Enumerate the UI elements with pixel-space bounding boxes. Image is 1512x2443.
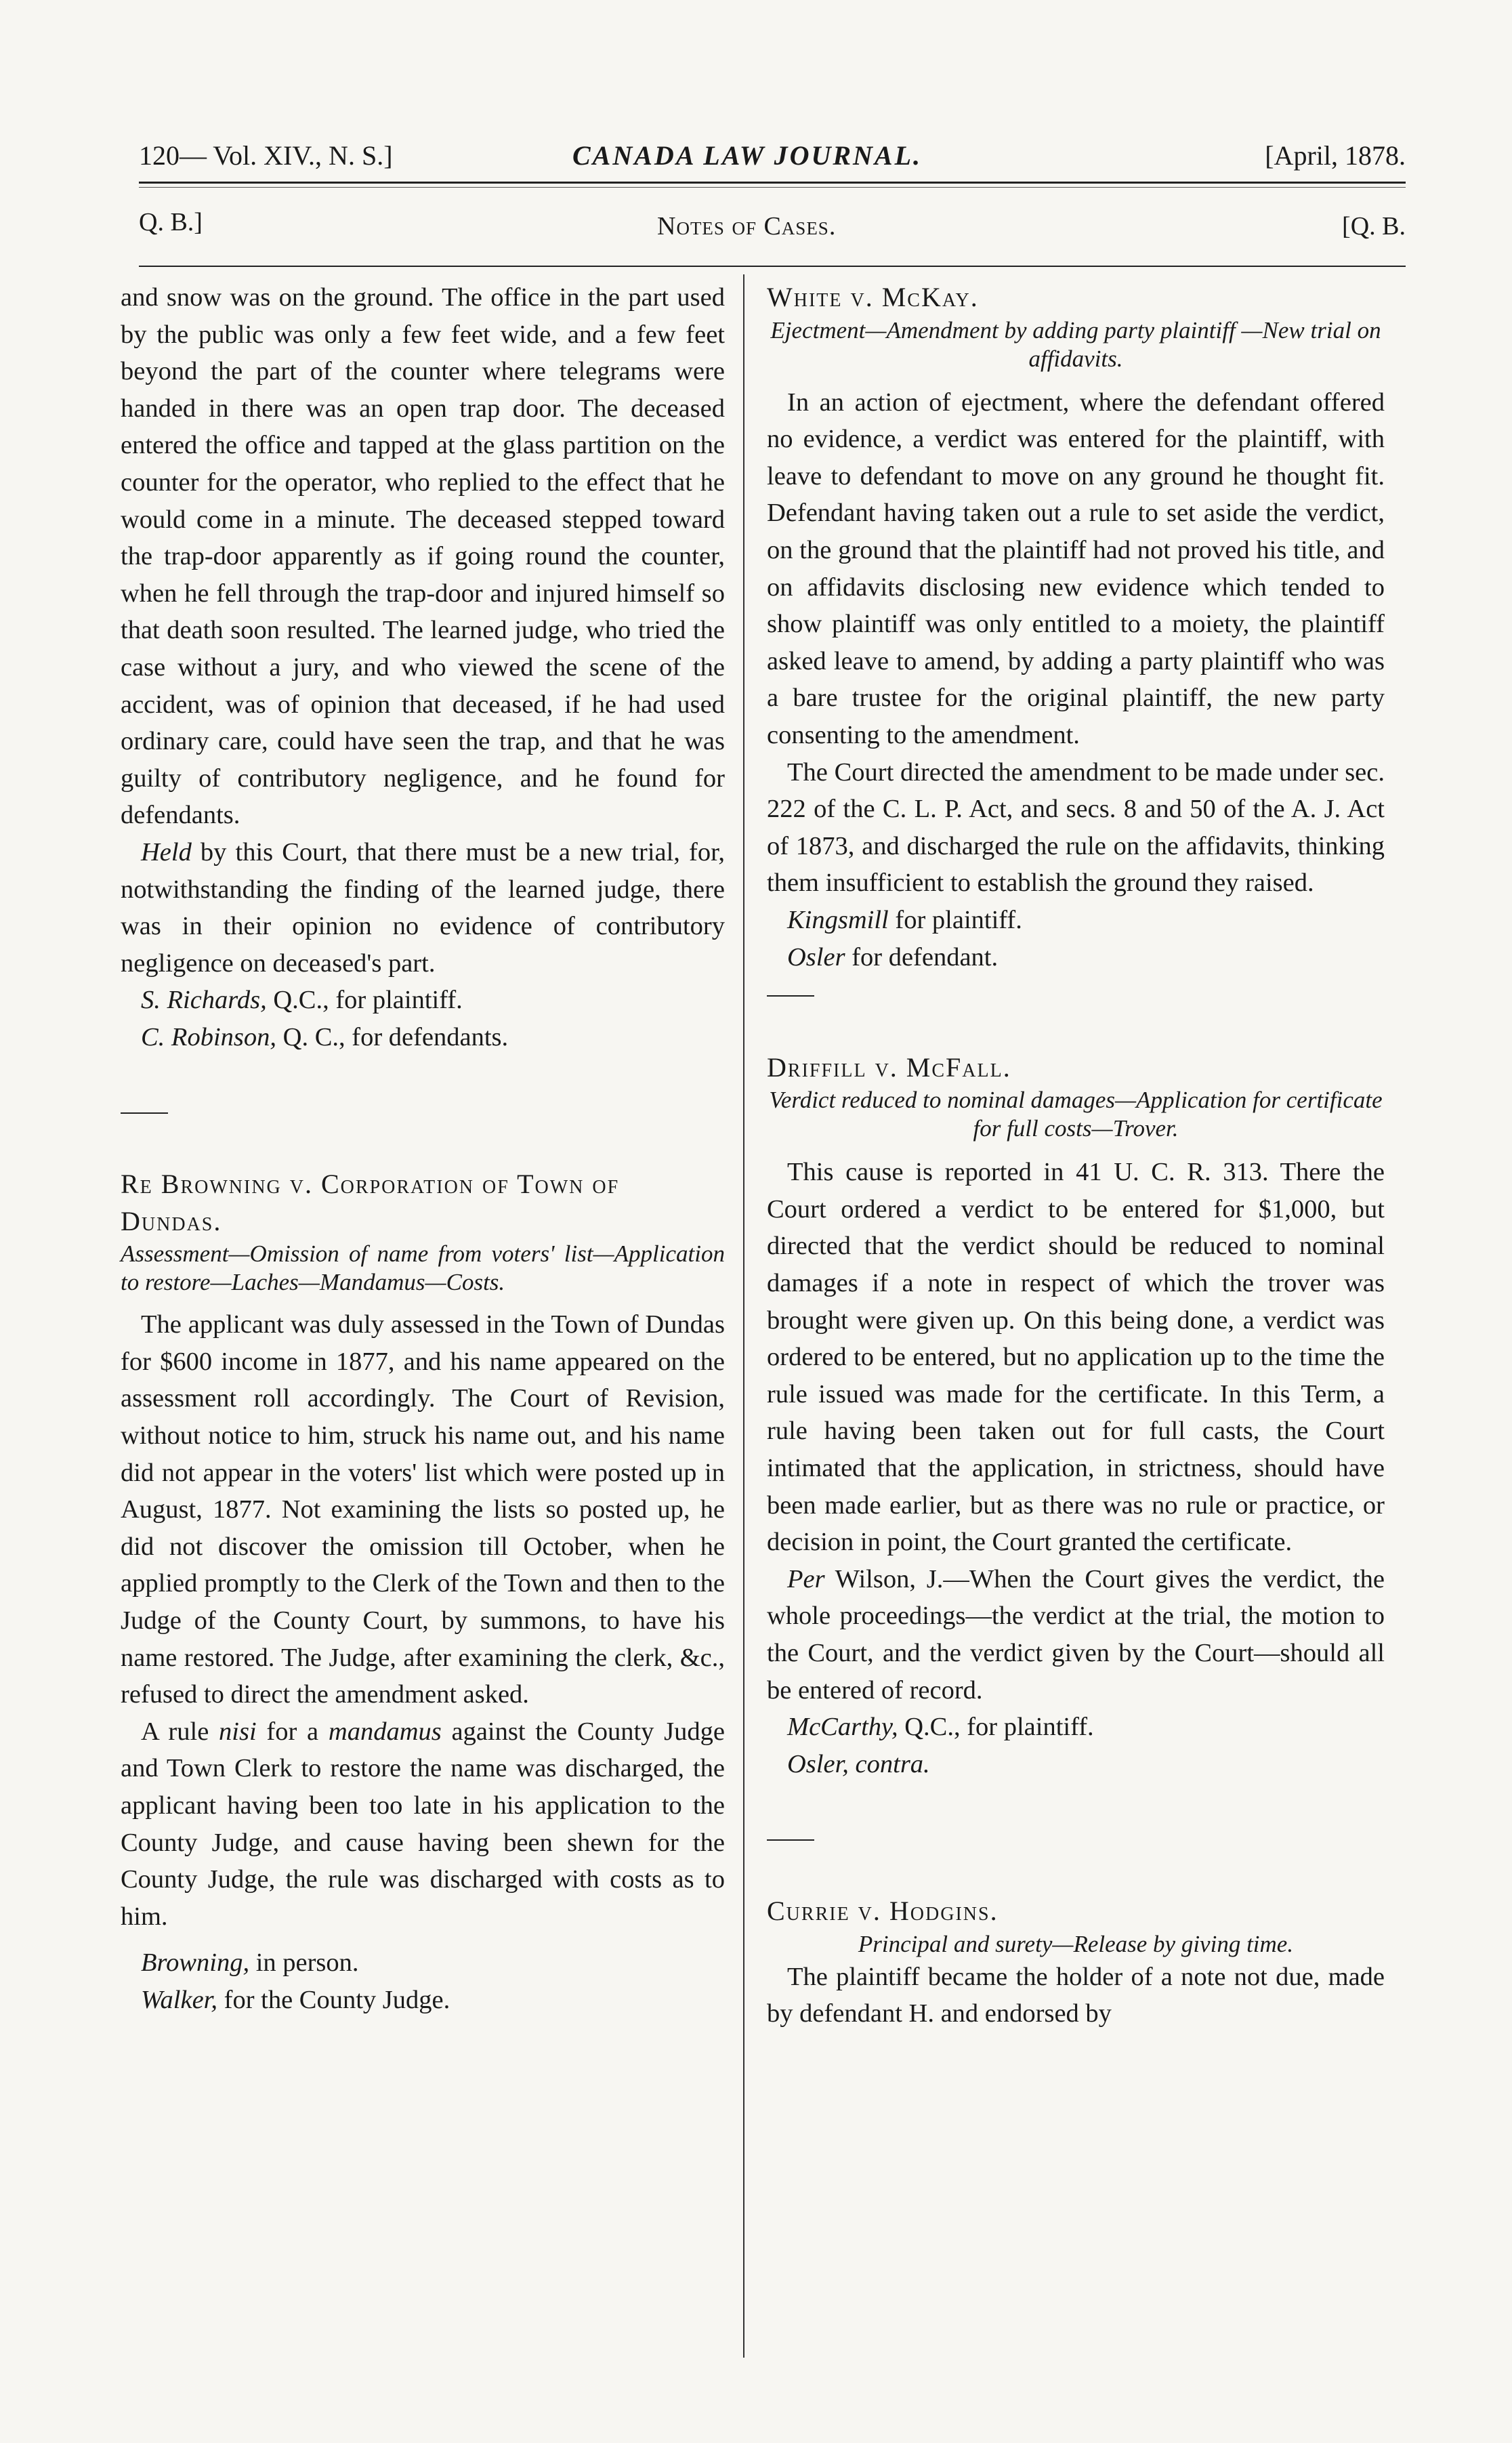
held-paragraph (121, 834, 725, 982)
header-date: [April, 1878. (1265, 140, 1406, 171)
section-rule (139, 266, 1406, 267)
counsel-role: for the County Judge. (217, 1985, 450, 2014)
continued-paragraph: and snow was on the ground. The office in the part used by the public was only a few feet wide, and a few feet beyond the part of the counter where telegrams were handed in there was an open trap door. The deceased entered the office and tapped at the glass partition on the counter for the operator, who replied to the effect that he would come in a minute. The deceased stepped toward the trap-door apparently as if going round the counter, when he fell through the trap-door and injured himself so that death soon resulted. The learned judge, who tried the case without a jury, and who viewed the scene of the accident, was of opinion that deceased, if he had used ordinary care, could have seen the trap, and that he was guilty of contributory negligence, and he found for defendants. (121, 283, 725, 830)
counsel-line (767, 1746, 1385, 1783)
counsel-name: Browning, (141, 1948, 250, 1978)
counsel-name: Osler (787, 942, 845, 972)
counsel-name: McCarthy, (787, 1713, 898, 1742)
case-separator (767, 976, 1385, 1013)
section-court-left: Q. B.] (139, 208, 203, 236)
case-title: White v. McKay. (767, 282, 979, 312)
case-headnote: Verdict reduced to nominal damages—Application for certificate for full costs—Trover. (769, 1087, 1383, 1142)
header-journal-title: CANADA LAW JOURNAL. (572, 140, 923, 171)
case-headnote: Principal and surety—Release by giving time. (858, 1930, 1294, 1957)
counsel-role: Q. C., for defendants. (276, 1022, 509, 1051)
case-paragraph: The plaintiff became the holder of a note not due, made by defendant H. and endorsed by (767, 1962, 1385, 2028)
case-title: Driffill v. McFall. (767, 1051, 1011, 1083)
header-rule (139, 182, 1406, 184)
counsel-role: for defendant. (845, 942, 999, 972)
right-column (767, 279, 1385, 2032)
header-volume: 120— Vol. XIV., N. S.] (139, 140, 393, 171)
per-text: Wilson, J.—When the Court gives the verdict, the whole proceedings—the verdict at the trial, the motion to the Court, and the verdict given by the Court—should all be entered of record. (767, 1564, 1385, 1705)
section-court-right: [Q. B. (1342, 212, 1406, 241)
header-rule-thin (139, 187, 1406, 188)
per-word: Per (787, 1564, 825, 1593)
counsel-name: Osler, contra. (787, 1749, 930, 1778)
counsel-line (767, 939, 1385, 976)
case-paragraph (767, 1561, 1385, 1709)
case-paragraph: The Court directed the amendment to be made under sec. 222 of the C. L. P. Act, and secs. 8 and 50 of the A. J. Act of 1873, and discharged the rule on the affidavits, thinking them insufficient to establish the ground they raised. (767, 757, 1385, 898)
case-title: Currie v. Hodgins. (767, 1895, 999, 1926)
case-headnote: Assessment—Omission of name from voters' list—Application to restore—Laches—Mandamus—Costs. (121, 1240, 725, 1296)
counsel-role: Q.C., for plaintiff. (898, 1713, 1094, 1742)
section-header (139, 203, 1406, 251)
case-headnote: Ejectment—Amendment by adding party plaintiff —New trial on affidavits. (770, 316, 1381, 372)
case-title-line2: Dundas. (121, 1205, 222, 1236)
running-header (139, 134, 1406, 182)
held-word: Held (141, 837, 192, 866)
column-divider (743, 274, 744, 2358)
section-title: Notes of Cases. (657, 212, 837, 241)
case-paragraph: A rule nisi for a mandamus against the County Judge and Town Clerk to restore the name was discharged, the applicant having been too late in his application to the County Judge, and cause having been shewn for the County Judge, the rule was discharged with costs as to him. (121, 1717, 725, 1931)
counsel-name: S. Richards, (141, 986, 267, 1015)
counsel-name: Walker, (141, 1985, 217, 2014)
counsel-line (121, 1982, 725, 2019)
case-paragraph: This cause is reported in 41 U. C. R. 313. There the Court ordered a verdict to be entered for $1,000, but directed that the verdict should be reduced to nominal damages if a note in respect of which the trover was brought were given up. On this being done, a verdict was ordered to be entered, but no application up to the time the rule issued was made for the certificate. In this Term, a rule having been taken out for full casts, the Court intimated that the application, in strictness, should have been made earlier, but as there was no rule or practice, or decision in point, the Court granted the certificate. (767, 1158, 1385, 1557)
counsel-line (767, 902, 1385, 939)
case-paragraph: In an action of ejectment, where the defendant offered no evidence, a verdict was entered for the plaintiff, with leave to defendant to move on any ground he thought fit. Defendant having taken out a rule to set aside the verdict, on the ground that the plaintiff had not proved his title, and on affidavits disclosing new evidence which tended to show plaintiff was only entitled to a moiety, the plaintiff asked leave to amend, by adding a party plaintiff who was a bare trustee for the original plaintiff, the new party consenting to the amendment. (767, 388, 1385, 749)
left-column (121, 279, 725, 2019)
counsel-role: Q.C., for plaintiff. (266, 986, 463, 1015)
case-paragraph: The applicant was duly assessed in the Town of Dundas for $600 income in 1877, and his name appeared on the assessment roll accordingly. The Court of Revision, without notice to him, struck his name out, and his name did not appear in the voters' list which were posted up in August, 1877. Not examining the lists so posted up, he did not discover the omission till October, when he applied promptly to the Clerk of the Town and then to the Judge of the County Court, by summons, to have his name restored. The Judge, after examining the clerk, &c., refused to direct the amendment asked. (121, 1310, 725, 1709)
counsel-line (767, 1709, 1385, 1746)
counsel-line (121, 982, 725, 1019)
counsel-line (121, 1019, 725, 1056)
held-text: by this Court, that there must be a new trial, for, notwithstanding the finding of the learned judge, there was in their opinion no evidence of contributory negligence on deceased's part. (121, 837, 725, 978)
case-title: Re Browning v. Corporation of Town of (121, 1169, 620, 1200)
counsel-role: in person. (249, 1948, 359, 1978)
case-separator (121, 1092, 725, 1129)
counsel-name: Kingsmill (787, 905, 889, 934)
counsel-role: for plaintiff. (888, 905, 1022, 934)
case-separator (767, 1819, 1385, 1856)
counsel-line (121, 1944, 725, 1982)
counsel-name: C. Robinson, (141, 1022, 277, 1051)
